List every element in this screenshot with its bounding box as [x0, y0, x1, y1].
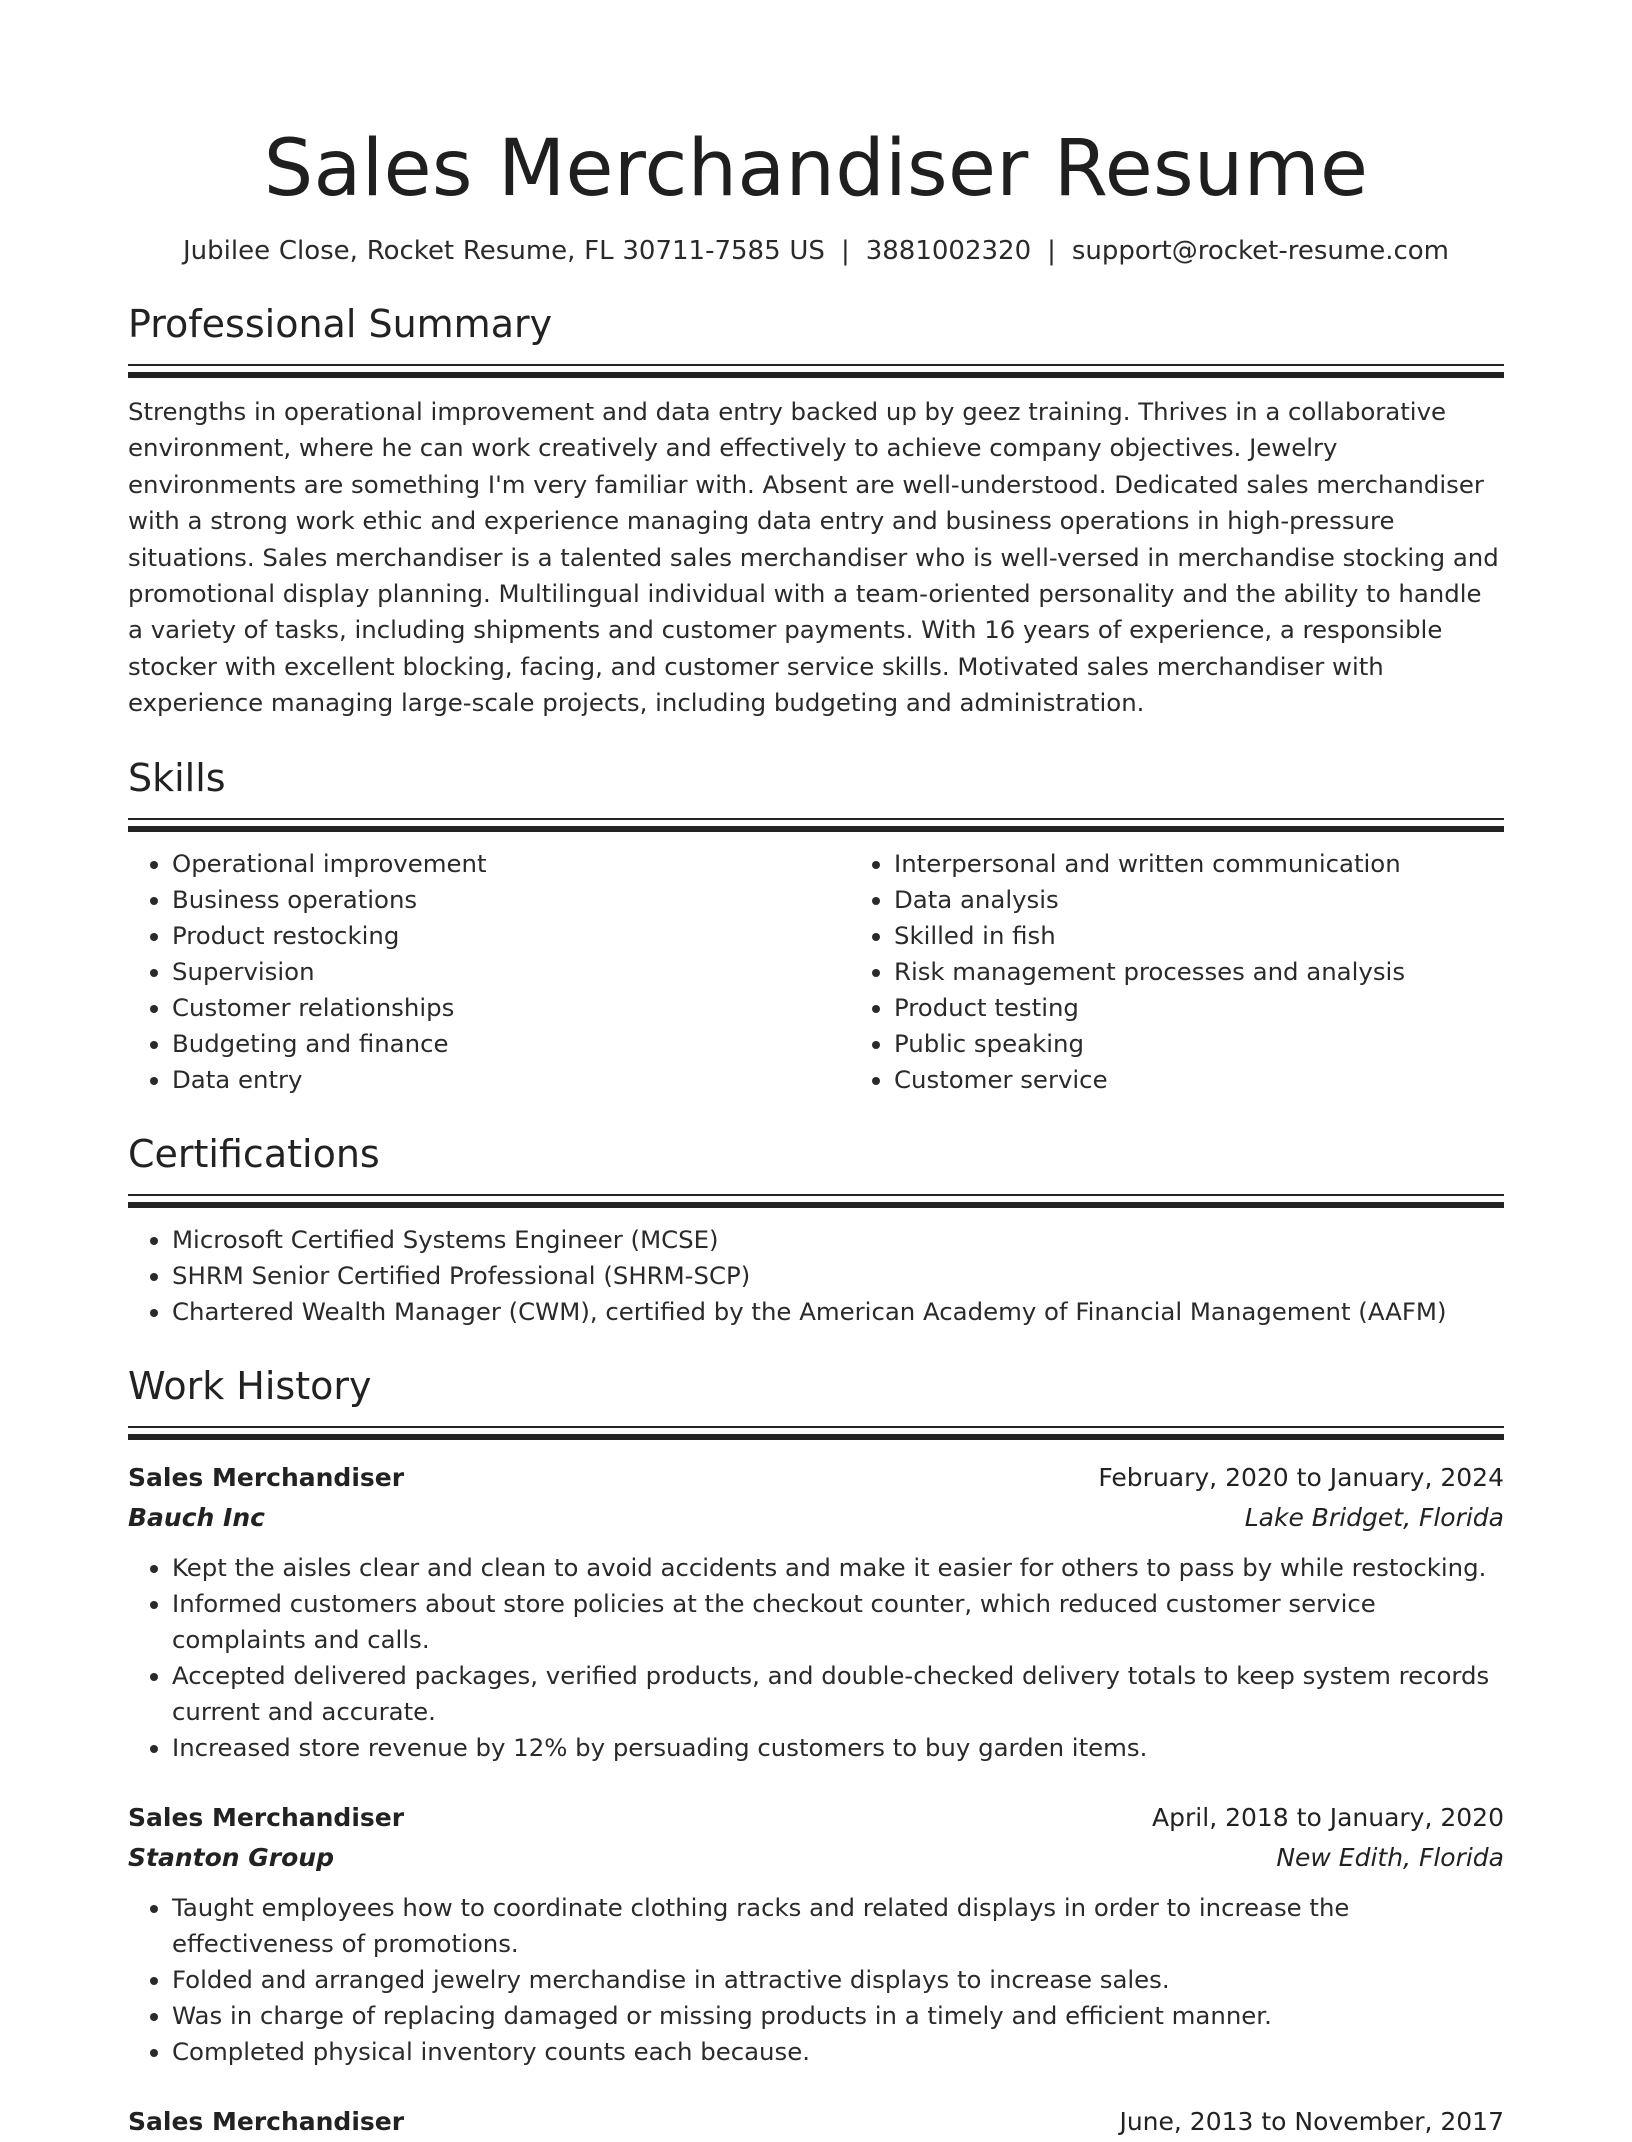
contact-line [128, 234, 1504, 268]
work-history-section [128, 1364, 1504, 2142]
job-duty-item: • Kept the aisles clear and clean to avoid accidents and make it easier for others to pass by while restocking. [172, 1550, 1504, 1586]
section-divider [128, 1426, 1504, 1440]
skill-item: • Product restocking [172, 918, 850, 954]
skill-item: • Interpersonal and written communication [894, 846, 1504, 882]
skill-item: • Risk management processes and analysis [894, 954, 1504, 990]
job-title: Sales Merchandiser [128, 1802, 405, 1832]
job-dates: February, 2020 to January, 2024 [1098, 1462, 1504, 1492]
work-history-heading: Work History [128, 1363, 372, 1408]
page-title: Sales Merchandiser Resume [263, 124, 1369, 214]
job-company-row [128, 1838, 1504, 1878]
skill-item: • Supervision [172, 954, 850, 990]
job-duty-item: • Was in charge of replacing damaged or missing products in a timely and efficient manner. [172, 1998, 1504, 2034]
job-header-row [128, 1798, 1504, 1838]
section-divider [128, 1194, 1504, 1208]
job-location: Lake Bridget, Florida [1244, 1502, 1504, 1532]
certification-item: • Microsoft Certified Systems Engineer (MCSE) [172, 1222, 1504, 1258]
job-duties-list [128, 1550, 1504, 1766]
job-location: New Edith, Florida [1276, 1842, 1504, 1872]
contact-email: support@rocket-resume.com [1071, 236, 1449, 266]
job-dates: June, 2013 to November, 2017 [1119, 2106, 1504, 2136]
job-duty-item: • Increased store revenue by 12% by persuading customers to buy garden items. [172, 1730, 1504, 1766]
section-divider [128, 364, 1504, 378]
skills-heading: Skills [128, 755, 226, 800]
summary-heading: Professional Summary [128, 302, 553, 346]
job-duty-item: • Completed physical inventory counts each because. [172, 2034, 1504, 2070]
skill-item: • Data analysis [894, 882, 1504, 918]
certifications-section [128, 1132, 1504, 1330]
skill-item: • Business operations [172, 882, 850, 918]
job-title: Sales Merchandiser [128, 2106, 405, 2136]
job-entry [128, 1458, 1504, 1766]
contact-separator: | [840, 236, 850, 266]
skills-section [128, 756, 1504, 1098]
section-divider [128, 818, 1504, 832]
job-header-row [128, 1458, 1504, 1498]
skill-item: • Customer service [894, 1062, 1504, 1098]
job-company-row [128, 1498, 1504, 1538]
summary-section [128, 302, 1504, 722]
skill-item: • Operational improvement [172, 846, 850, 882]
job-duties-list [128, 1890, 1504, 2070]
job-company: Bauch Inc [128, 1502, 265, 1532]
certification-item: • Chartered Wealth Manager (CWM), certified by the American Academy of Financial Management (AAFM) [172, 1294, 1504, 1330]
skills-list-left [128, 846, 850, 1098]
job-company: Stanton Group [128, 1842, 334, 1872]
job-dates: April, 2018 to January, 2020 [1152, 1802, 1504, 1832]
skills-list-right [850, 846, 1504, 1098]
skill-item: • Product testing [894, 990, 1504, 1026]
job-header-row [128, 2102, 1504, 2142]
job-duty-item: • Taught employees how to coordinate clothing racks and related displays in order to increase the effectiveness of promotions. [172, 1890, 1504, 1962]
certification-item: • SHRM Senior Certified Professional (SHRM-SCP) [172, 1258, 1504, 1294]
skill-item: • Public speaking [894, 1026, 1504, 1062]
skill-item: • Skilled in fish [894, 918, 1504, 954]
job-duty-item: • Accepted delivered packages, verified products, and double-checked delivery totals to keep system records current and accurate. [172, 1658, 1504, 1730]
skill-item: • Customer relationships [172, 990, 850, 1026]
summary-text: Strengths in operational improvement and data entry backed up by geez training. Thrives in a collaborative environment, where he can work creatively and effectively to achieve company objectives. Jewelry environments are something I'm very familiar with. Absent are well-understood. Dedicated sales merchandiser with a strong work ethic and experience managing data entry and business operations in high-pressure situations. Sales merchandiser is a talented sales merchandiser who is well-versed in merchandise stocking and promotional display planning. Multilingual individual with a team-oriented personality and the ability to handle a variety of tasks, including shipments and customer payments. With 16 years of experience, a responsible stocker with excellent blocking, facing, and customer service skills. Motivated sales merchandiser with experience managing large-scale projects, including budgeting and administration. [128, 397, 1499, 718]
certifications-list [128, 1222, 1504, 1330]
skill-item: • Data entry [172, 1062, 850, 1098]
job-entry [128, 2102, 1504, 2142]
job-title: Sales Merchandiser [128, 1462, 405, 1492]
contact-separator: | [1047, 236, 1056, 266]
certifications-heading: Certifications [128, 1131, 380, 1176]
job-duty-item: • Informed customers about store policies at the checkout counter, which reduced customer service complaints and calls. [172, 1586, 1504, 1658]
skill-item: • Budgeting and finance [172, 1026, 850, 1062]
skills-grid [128, 846, 1504, 1098]
job-duty-item: • Folded and arranged jewelry merchandise in attractive displays to increase sales. [172, 1962, 1504, 1998]
contact-phone: 3881002320 [865, 236, 1032, 266]
job-entry [128, 1798, 1504, 2070]
contact-address: Jubilee Close, Rocket Resume, FL 30711-7585 US [183, 236, 825, 266]
